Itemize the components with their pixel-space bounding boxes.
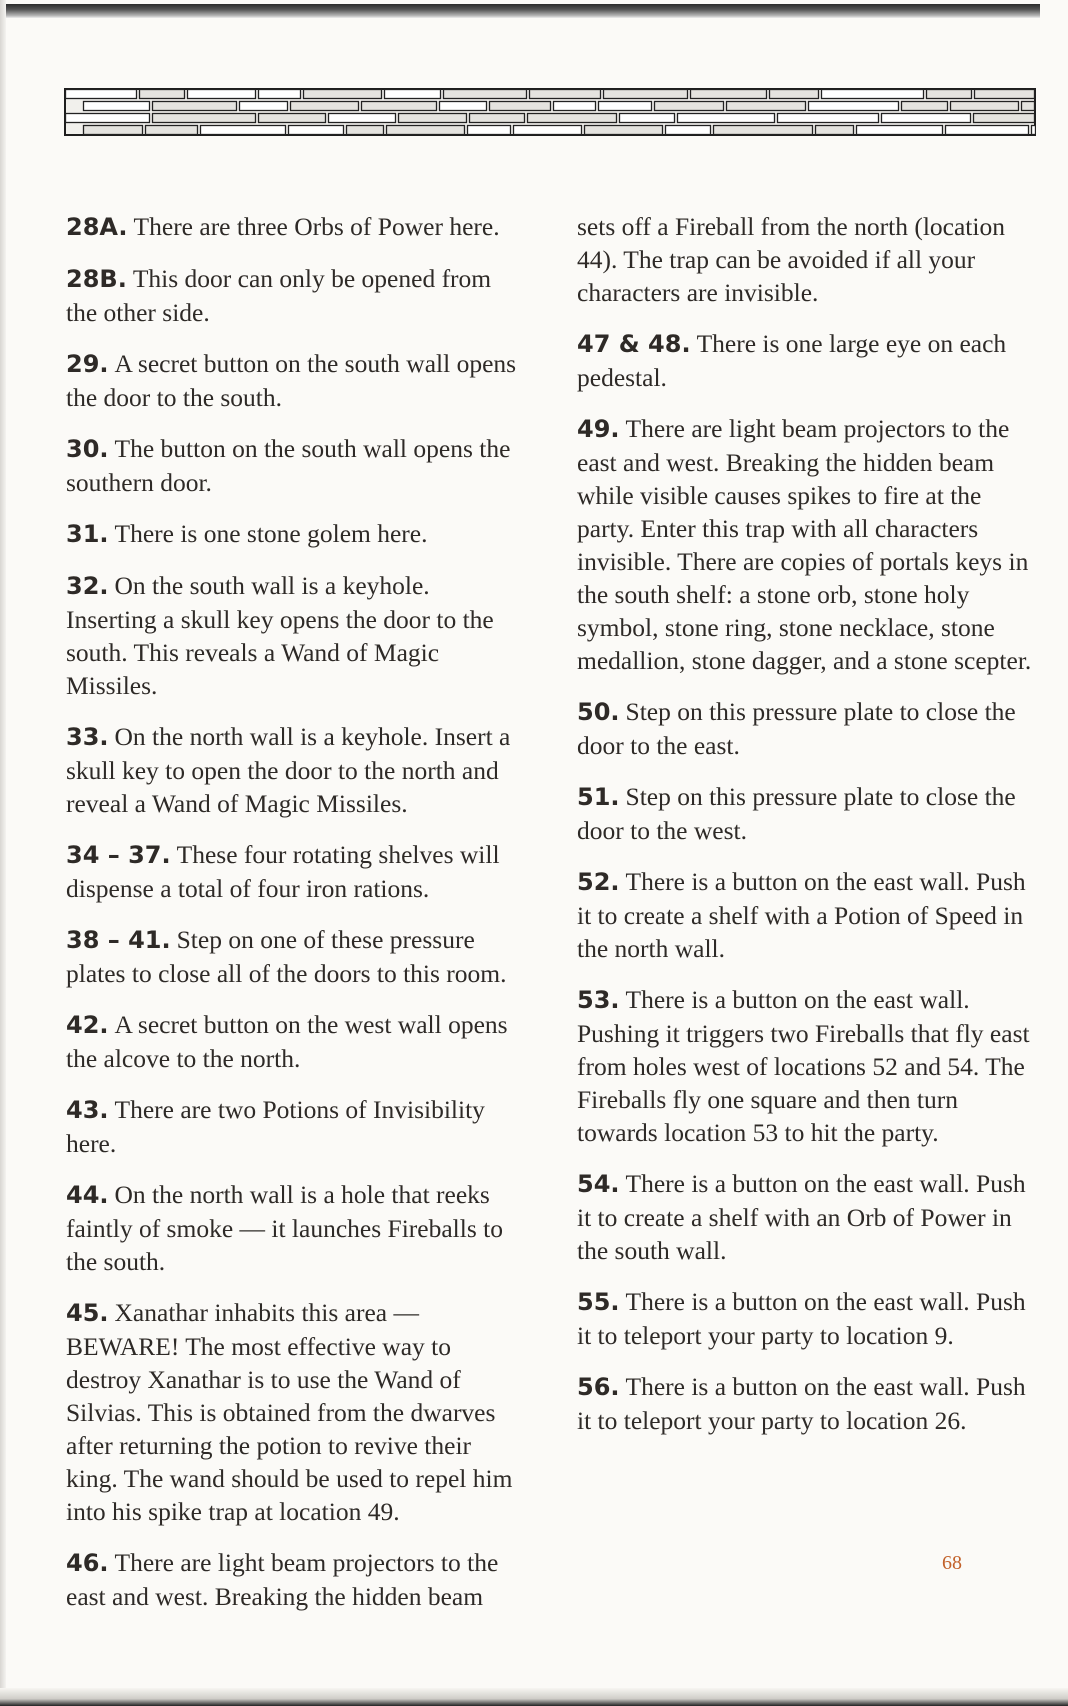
- location-description: There is a button on the east wall. Pushing it triggers two Fireballs that fly east from holes west of locations 52 and 54. The Fireballs fly one square and then turn towards location 53 to hit the party.: [577, 985, 1030, 1147]
- location-description: sets off a Fireball from the north (location 44). The trap can be avoided if all your characters are invisible.: [577, 212, 1005, 307]
- wall-brick: [490, 102, 551, 111]
- wall-brick: [84, 126, 143, 135]
- page-top-edge: [0, 4, 1040, 18]
- location-number: 54.: [577, 1170, 620, 1198]
- stone-wall-graphic: [64, 88, 1036, 136]
- wall-brick: [974, 114, 1035, 123]
- location-number: 46.: [66, 1549, 109, 1577]
- location-description: Xanathar inhabits this area — BEWARE! The most effective way to destroy Xanathar is to use the Wand of Silvias. This is obtained from the dwarves after returning the potion to revive their king. The wand should be used to repel him into his spike trap at location 49.: [66, 1298, 513, 1526]
- wall-brick: [259, 90, 301, 99]
- location-description: A secret button on the south wall opens the door to the south.: [66, 349, 517, 412]
- wall-brick: [304, 90, 382, 99]
- wall-brick: [140, 90, 185, 99]
- wall-brick: [153, 114, 256, 123]
- location-entry: [577, 780, 1039, 847]
- wall-brick: [387, 126, 465, 135]
- location-number: 31.: [66, 520, 109, 548]
- wall-brick: [620, 114, 675, 123]
- wall-brick: [902, 102, 948, 111]
- location-entry: [66, 1546, 524, 1613]
- wall-brick: [444, 90, 527, 99]
- wall-brick: [399, 114, 467, 123]
- location-description: There are two Potions of Invisibility here.: [66, 1095, 485, 1158]
- page-left-edge: [0, 0, 6, 1706]
- wall-brick: [468, 126, 511, 135]
- location-number: 49.: [577, 415, 620, 443]
- page-bottom-edge: [0, 1688, 1068, 1706]
- location-entry: [66, 347, 524, 414]
- wall-brick: [822, 90, 924, 99]
- location-entry: [66, 1178, 524, 1278]
- wall-brick: [440, 102, 487, 111]
- location-number: 50.: [577, 698, 620, 726]
- wall-brick: [691, 90, 767, 99]
- location-entry: [66, 1008, 524, 1075]
- location-number: 45.: [66, 1299, 109, 1327]
- wall-brick: [153, 102, 237, 111]
- location-entry: [66, 1093, 524, 1160]
- wall-brick: [927, 90, 972, 99]
- location-number: 28A.: [66, 213, 128, 241]
- wall-brick: [188, 90, 256, 99]
- location-entry: [577, 327, 1039, 394]
- location-description: Step on one of these pressure plates to close all of the doors to this room.: [66, 925, 507, 988]
- wall-brick: [604, 90, 688, 99]
- location-entry: [66, 1296, 524, 1528]
- wall-brick: [585, 126, 663, 135]
- wall-brick: [470, 114, 525, 123]
- wall-brick: [778, 114, 879, 123]
- location-number: 29.: [66, 350, 109, 378]
- wall-brick: [240, 102, 288, 111]
- wall-brick: [66, 90, 137, 99]
- location-number: 34 – 37.: [66, 841, 171, 869]
- location-entry: [66, 569, 524, 702]
- wall-brick: [259, 114, 326, 123]
- location-number: 47 & 48.: [577, 330, 691, 358]
- wall-brick: [816, 126, 854, 135]
- wall-brick: [666, 126, 711, 135]
- location-description: On the north wall is a hole that reeks faintly of smoke — it launches Fireballs to the south.: [66, 1180, 503, 1276]
- wall-brick: [66, 114, 150, 123]
- location-number: 51.: [577, 783, 620, 811]
- location-number: 38 – 41.: [66, 926, 171, 954]
- location-description: There is a button on the east wall. Push it to create a shelf with a Potion of Speed in the north wall.: [577, 867, 1026, 963]
- location-description: A secret button on the west wall opens the alcove to the north.: [66, 1010, 508, 1073]
- location-entry: [66, 432, 524, 499]
- location-number: 44.: [66, 1181, 109, 1209]
- location-number: 52.: [577, 868, 620, 896]
- location-number: 28B.: [66, 265, 127, 293]
- location-description: There is a button on the east wall. Push it to create a shelf with an Orb of Power in the south wall.: [577, 1169, 1026, 1265]
- wall-brick: [975, 90, 1035, 99]
- location-description: Step on this pressure plate to close the door to the west.: [577, 782, 1016, 845]
- location-description: There are three Orbs of Power here.: [133, 212, 500, 241]
- wall-brick: [514, 126, 582, 135]
- location-description: These four rotating shelves will dispense a total of four iron rations.: [66, 840, 500, 903]
- wall-brick: [362, 102, 437, 111]
- location-description: There is one stone golem here.: [114, 519, 428, 548]
- wall-brick: [84, 102, 150, 111]
- location-number: 56.: [577, 1373, 620, 1401]
- wall-brick: [201, 126, 286, 135]
- location-entry: [577, 412, 1039, 677]
- wall-brick: [347, 126, 384, 135]
- location-number: 30.: [66, 435, 109, 463]
- location-description: On the south wall is a keyhole. Inserting a skull key opens the door to the south. This reveals a Wand of Magic Missiles.: [66, 571, 494, 700]
- wall-brick: [599, 102, 652, 111]
- location-entry: [66, 210, 524, 244]
- location-number: 33.: [66, 723, 109, 751]
- location-description: There is a button on the east wall. Push it to teleport your party to location 26.: [577, 1372, 1026, 1435]
- location-entry: [577, 983, 1039, 1149]
- location-entry: [577, 1285, 1039, 1352]
- wall-brick: [678, 114, 775, 123]
- location-number: 32.: [66, 572, 109, 600]
- location-entry: [66, 720, 524, 820]
- stone-wall-banner: [64, 88, 1036, 136]
- location-entry: [577, 210, 1039, 309]
- location-description: This door can only be opened from the other side.: [66, 264, 492, 327]
- location-description: There is a button on the east wall. Push it to teleport your party to location 9.: [577, 1287, 1026, 1350]
- location-entry: [577, 1167, 1039, 1267]
- location-description: On the north wall is a keyhole. Insert a skull key to open the door to the north and reveal a Wand of Magic Missiles.: [66, 722, 511, 818]
- wall-brick: [655, 102, 724, 111]
- wall-brick: [1032, 126, 1036, 135]
- wall-brick: [1022, 102, 1035, 111]
- wall-brick: [329, 114, 396, 123]
- location-number: 42.: [66, 1011, 109, 1039]
- wall-brick: [882, 114, 971, 123]
- wall-brick: [530, 90, 601, 99]
- wall-brick: [946, 126, 1029, 135]
- right-column: [577, 210, 1039, 1455]
- wall-brick: [289, 126, 344, 135]
- location-description: There are light beam projectors to the east and west. Breaking the hidden beam while visible causes spikes to fire at the party. Enter this trap with all characters invisible. There are copies of portals keys in the south shelf: a stone orb, stone holy symbol, stone ring, stone necklace, stone medallion, stone dagger, and a stone scepter.: [577, 414, 1032, 675]
- page-number: 68: [942, 1552, 962, 1574]
- wall-brick: [727, 102, 806, 111]
- location-number: 43.: [66, 1096, 109, 1124]
- left-column: [66, 210, 524, 1631]
- location-entry: [577, 1370, 1039, 1437]
- location-entry: [577, 865, 1039, 965]
- location-description: Step on this pressure plate to close the door to the east.: [577, 697, 1016, 760]
- wall-brick: [809, 102, 899, 111]
- location-entry: [66, 262, 524, 329]
- wall-brick: [385, 90, 441, 99]
- wall-brick: [554, 102, 596, 111]
- wall-brick: [951, 102, 1019, 111]
- location-number: 53.: [577, 986, 620, 1014]
- wall-brick: [146, 126, 198, 135]
- wall-brick: [857, 126, 943, 135]
- wall-brick: [528, 114, 617, 123]
- location-description: There is one large eye on each pedestal.: [577, 329, 1007, 392]
- location-entry: [66, 517, 524, 551]
- location-description: The button on the south wall opens the southern door.: [66, 434, 511, 497]
- location-description: There are light beam projectors to the east and west. Breaking the hidden beam: [66, 1548, 499, 1611]
- location-entry: [577, 695, 1039, 762]
- location-entry: [66, 923, 524, 990]
- location-number: 55.: [577, 1288, 620, 1316]
- location-entry: [66, 838, 524, 905]
- wall-brick: [291, 102, 359, 111]
- wall-brick: [714, 126, 813, 135]
- wall-brick: [770, 90, 819, 99]
